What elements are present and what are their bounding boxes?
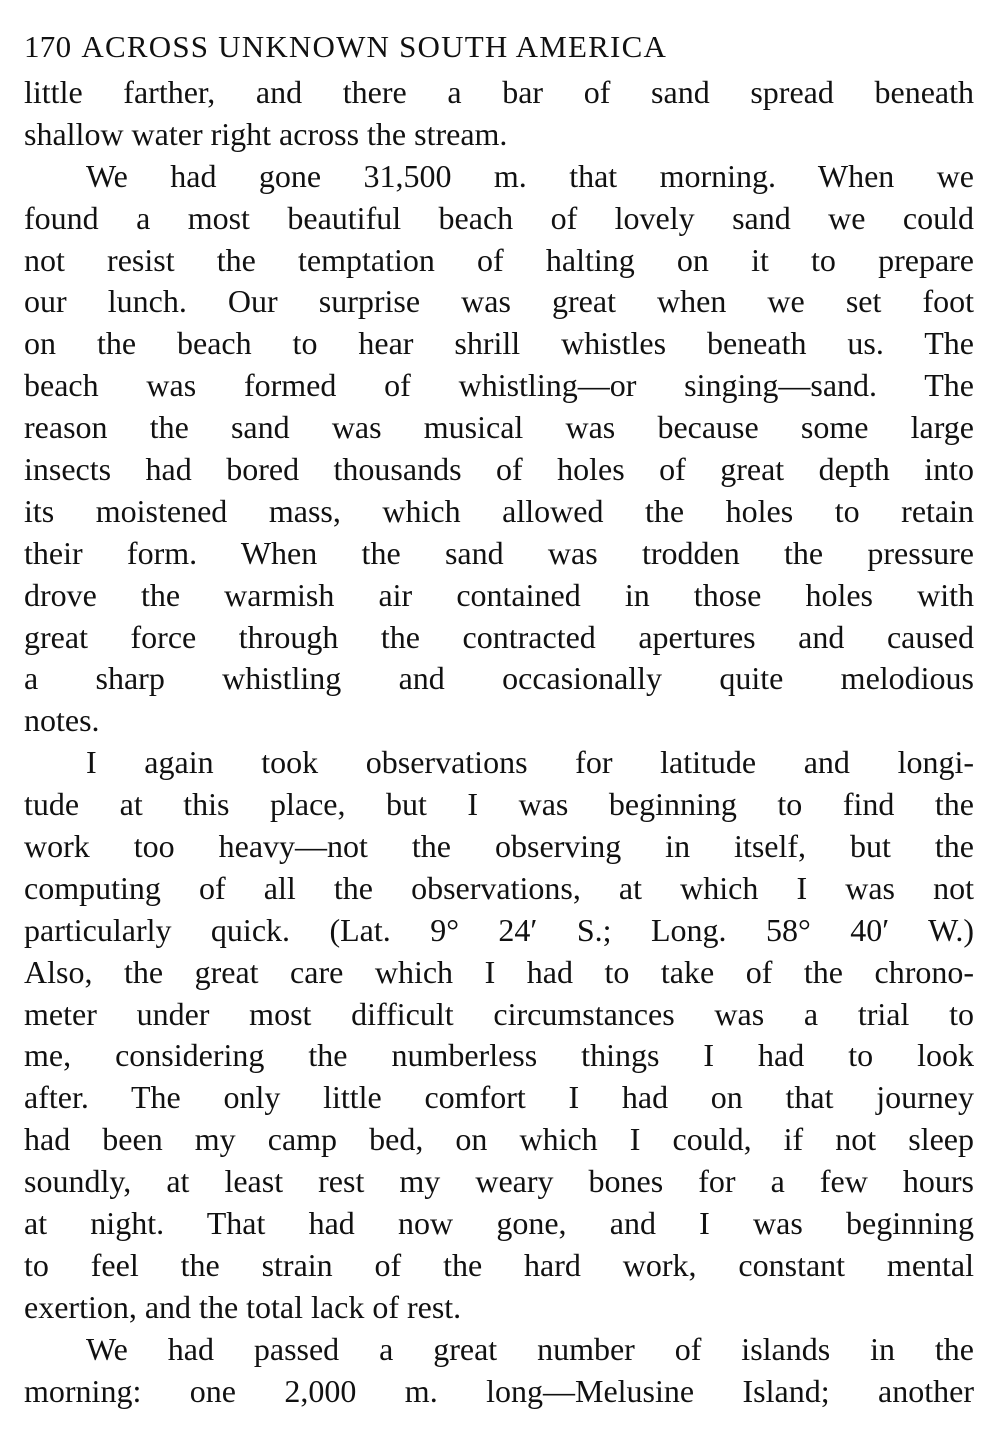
text-line: our lunch. Our surprise was great when we set foot (24, 283, 974, 320)
text-line: insects had bored thousands of holes of great depth into (24, 451, 974, 488)
page-number: 170 (24, 29, 72, 64)
text-line: its moistened mass, which allowed the holes to retain (24, 492, 974, 529)
text-line: tude at this place, but I was beginning to find the (24, 786, 974, 823)
text-line: meter under most difficult circumstances was a trial to (24, 995, 974, 1032)
text-line: I again took observations for latitude and longi- (86, 744, 974, 781)
text-line: after. The only little comfort I had on that journey (24, 1079, 974, 1116)
text-line: notes. (24, 702, 100, 739)
text-line: We had gone 31,500 m. that morning. When we (86, 157, 974, 194)
text-line: their form. When the sand was trodden the pressure (24, 534, 974, 571)
text-line: work too heavy—not the observing in itself, but the (24, 828, 974, 865)
text-line: to feel the strain of the hard work, constant mental (24, 1246, 974, 1283)
body-text (24, 72, 974, 1413)
text-line: at night. That had now gone, and I was beginning (24, 1205, 974, 1242)
text-line: morning: one 2,000 m. long—Melusine Island; another (24, 1372, 974, 1409)
running-title: ACROSS UNKNOWN SOUTH AMERICA (81, 29, 668, 64)
text-line: had been my camp bed, on which I could, if not sleep (24, 1121, 974, 1158)
text-line: reason the sand was musical was because some large (24, 409, 974, 446)
text-line: shallow water right across the stream. (24, 115, 508, 152)
text-line: computing of all the observations, at which I was not (24, 869, 974, 906)
text-line: particularly quick. (Lat. 9° 24′ S.; Long. 58° 40′ W.) (24, 911, 974, 948)
text-line: found a most beautiful beach of lovely sand we could (24, 199, 974, 236)
book-page (24, 26, 974, 1413)
text-line: exertion, and the total lack of rest. (24, 1288, 462, 1325)
text-line: drove the warmish air contained in those holes with (24, 576, 974, 613)
text-line: beach was formed of whistling—or singing—sand. The (24, 367, 974, 404)
paragraph-1 (24, 72, 974, 156)
text-line: great force through the contracted apertures and caused (24, 618, 974, 655)
paragraph-3 (24, 742, 974, 1328)
text-line: soundly, at least rest my weary bones for a few hours (24, 1163, 974, 1200)
text-line: a sharp whistling and occasionally quite melodious (24, 660, 974, 697)
text-line: me, considering the numberless things I had to look (24, 1037, 974, 1074)
running-head (24, 26, 974, 70)
text-line: not resist the temptation of halting on it to prepare (24, 241, 974, 278)
paragraph-2 (24, 156, 974, 742)
text-line: little farther, and there a bar of sand spread beneath (24, 74, 974, 110)
text-line: on the beach to hear shrill whistles beneath us. The (24, 325, 974, 362)
text-line: We had passed a great number of islands in the (86, 1330, 974, 1367)
paragraph-4 (24, 1329, 974, 1413)
text-line: Also, the great care which I had to take of the chrono- (24, 953, 974, 990)
